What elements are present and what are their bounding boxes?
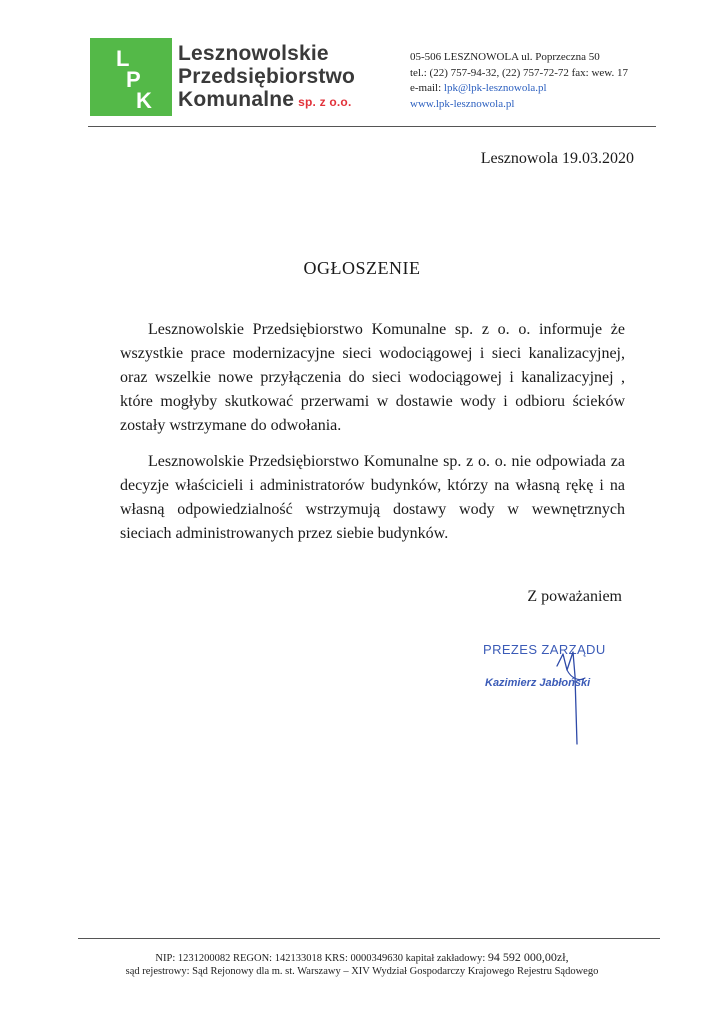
header-divider [88, 126, 656, 127]
letter-title: OGŁOSZENIE [303, 258, 421, 278]
company-name-line-3: Komunalne [178, 88, 295, 111]
letter-paragraph-1: Lesznowolskie Przedsiębiorstwo Komunalne sp. z o. o. informuje że wszystkie prace modernizacyjne sieci wodociągowej i sieci kanalizacyjnej, oraz wszelkie nowe przyłączenia do sieci wodociągowej i kanalizacyjnej , które mogłyby skutkować przerwami w dostawie wody i odbioru ścieków zostały wstrzymane do odwołania. [120, 321, 625, 434]
company-logo [90, 38, 172, 116]
footer-court-line: sąd rejestrowy: Sąd Rejonowy dla m. st. Warszawy – XIV Wydział Gospodarczy Krajowego Rejestru Sądowego [125, 966, 599, 977]
footer-capital: 94 592 000,00zł, [487, 950, 569, 964]
company-name-line-2: Przedsiębiorstwo [178, 65, 356, 88]
logo-letter-p: P [126, 67, 141, 92]
contact-email-link[interactable]: lpk@lpk-lesznowola.pl [443, 82, 547, 94]
contact-block [410, 50, 628, 112]
logo-letter-k: K [136, 88, 152, 113]
signature-stamp-name: Kazimierz Jabłoński [485, 677, 591, 689]
contact-email-label: e-mail: [410, 82, 444, 94]
contact-address: 05-506 LESZNOWOLA ul. Poprzeczna 50 [410, 51, 600, 63]
contact-phone: tel.: (22) 757-94-32, (22) 757-72-72 fax: wew. 17 [410, 66, 629, 79]
letter-paragraph-2: Lesznowolskie Przedsiębiorstwo Komunalne sp. z o. o. nie odpowiada za decyzje właścicieli i administratorów budynków, którzy na własną rękę i na własną odpowiedzialność wstrzymują dostawy wody w wewnętrznych sieciach administrowanych przez siebie budynków. [120, 453, 625, 542]
footer-registration-line [0, 950, 724, 965]
logo-letter-l: L [116, 46, 130, 71]
contact-website-link[interactable]: www.lpk-lesznowola.pl [410, 97, 515, 110]
company-name-line-1: Lesznowolskie [178, 42, 329, 65]
footer-divider [78, 938, 660, 939]
company-name [178, 42, 355, 114]
letter-closing: Z poważaniem [527, 588, 622, 605]
signature-stamp-title: PREZES ZARZĄDU [483, 642, 606, 657]
handwritten-signature [545, 648, 605, 748]
footer-ids: NIP: 1231200082 REGON: 142133018 KRS: 0000349630 kapitał zakładowy: [155, 953, 488, 964]
letter-date: Lesznowola 19.03.2020 [480, 150, 634, 167]
company-legal-form: sp. z o.o. [298, 95, 352, 109]
